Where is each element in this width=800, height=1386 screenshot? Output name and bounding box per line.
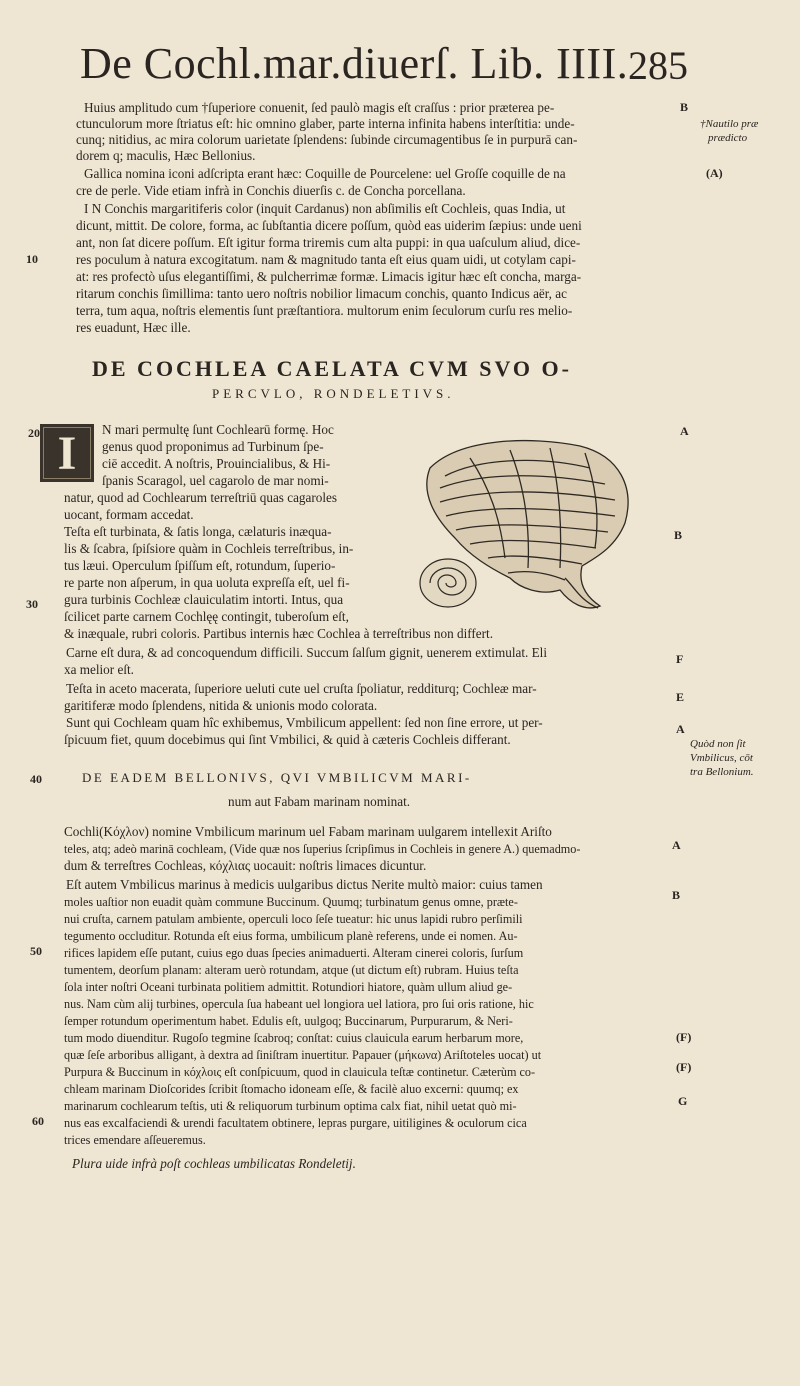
text-line: Sunt qui Cochleam quam hîc exhibemus, Vmbilicum appellent: ſed non ſine errore, ut per- <box>66 715 543 730</box>
section-heading: DE EADEM BELLONIVS, QVI VMBILICVM MARI- <box>82 770 472 785</box>
section-heading: DE COCHLEA CAELATA CVM SVO O- <box>92 356 572 381</box>
section-subheading: PERCVLO, RONDELETIVS. <box>212 386 455 401</box>
text-line: ſpicuum fiet, quum docebimus qui ſint Vmbilici, & quid à cæteris Cochleis differant. <box>64 732 511 747</box>
margin-marker: A <box>672 838 681 852</box>
section-subheading: num aut Fabam marinam nominat. <box>228 794 411 809</box>
text-line: Teſta in aceto macerata, ſuperiore ueluti cute uel cruſta ſpoliatur, redditurq; Cochleæ mar- <box>66 681 537 696</box>
text-line: at: res profectò uſus elegantiſſimi, & pulcherrimæ formæ. Limacis igitur hæc eſt concha, marga- <box>76 269 582 284</box>
margin-marker: B <box>672 888 681 902</box>
text-line: nus. Nam cùm alij turbines, opercula ſua habeant uel longiora uel latiora, pro ſui oris ratione, hic <box>64 997 534 1011</box>
text-line: natur, quod ad Cochlearum terreſtriū quas cagaroles <box>64 490 338 505</box>
margin-marker: B <box>680 100 689 114</box>
margin-marker: A <box>676 722 685 736</box>
sidenote-line: Quòd non ſit <box>690 738 746 750</box>
text-line: Teſta eſt turbinata, & ſatis longa, cælaturis inæqua- <box>64 524 332 539</box>
margin-marker: (A) <box>706 166 723 180</box>
text-line: Purpura & Buccinum in κόχλοις eſt conſpicuum, quod in clauicula teſtæ continetur. Cæterùm co- <box>64 1065 536 1079</box>
text-line: dorem q; maculis, Hæc Bellonius. <box>76 148 256 163</box>
text-line: res euadunt, Hæc ille. <box>76 320 191 335</box>
page-header <box>80 38 688 94</box>
operculum-illustration <box>420 559 476 607</box>
text-line: quæ ſeſe arboribus alligant, à dextra ad ſiniſtram inuertitur. Papauer (μήκωνα) Ariſtoteles uocat) ut <box>64 1048 542 1062</box>
page-number: 285 <box>628 43 688 88</box>
text-line: ciē accedit. A noſtris, Prouincialibus, & Hi- <box>102 456 331 471</box>
text-line: moles uaſtior non euadit quàm commune Buccinum. Quumq; turbinatum genus omne, præte- <box>64 895 518 909</box>
sidenote-line: tra Bellonium. <box>690 766 754 778</box>
text-line: nus eas excalfaciendi & urendi facultatem obtinere, lepras purgare, uitiligines & oculorum cica <box>64 1116 527 1130</box>
text-line: dicunt, mittit. De colore, forma, ac ſubſtantia dicere poſſum, quòd eas uiderim ſæpius: unde ueni <box>76 218 582 233</box>
text-line: tegumento occluditur. Rotunda eſt eius forma, umbilicum planè referens, unde ei nomen. Au- <box>64 929 518 943</box>
text-line: gura turbinis Cochleæ clauiculatim intorti. Intus, qua <box>64 592 344 607</box>
text-line: re parte non aſperum, in qua uoluta expreſſa eſt, uel fi- <box>64 575 350 590</box>
margin-marker: G <box>678 1094 688 1108</box>
text-line: cre de perle. Vide etiam infrà in Conchis diuerſis c. de Concha porcellana. <box>76 183 466 198</box>
running-title: De Cochl.mar.diuerſ. Lib. IIII. <box>80 39 629 88</box>
text-line: Eſt autem Vmbilicus marinus à medicis uulgaribus dictus Nerite multò maior: cuius tamen <box>66 877 543 892</box>
margin-marker: B <box>674 528 683 542</box>
shell-woodcut-figure <box>410 428 640 628</box>
text-line: ritarum conchis ſimillima: tanto uero noſtris nobilior limacum conchis, quanto Indicus aër, ac <box>76 286 567 301</box>
line-number: 40 <box>30 772 42 786</box>
text-line: ſpanis Scaragol, uel cagarolo de mar nomi- <box>102 473 329 488</box>
text-line: ctunculorum more ſtriatus eſt: hic omnino glaber, parte interna infinita habens interſtitia: unde- <box>76 116 575 131</box>
text-line: teles, atq; adeò marinā cochleam, (Vide quæ nos ſuperius ſcripſimus in Cochleis in genere A.) quemadmo- <box>64 842 581 856</box>
text-line: genus quod proponimus ad Turbinum ſpe- <box>102 439 324 454</box>
line-number: 30 <box>26 597 38 611</box>
margin-marker: (F) <box>676 1030 692 1044</box>
margin-marker: F <box>676 652 684 666</box>
text-line: ſola inter noſtri Oceani turbinata politiem admittit. Rotundiori hiatore, quàm ullum aliud ge- <box>64 980 513 994</box>
text-line: marinarum cochlearum teſtis, uti & reliquorum turbinum optima calx fiat, nihil uetat quò mi- <box>64 1099 517 1113</box>
sidenote-line: prædicto <box>708 132 748 144</box>
text-line: uocant, formam accedat. <box>64 507 194 522</box>
sidenote-line: †Nautilo præ <box>700 118 759 130</box>
text-line: tus læui. Operculum ſpiſſum eſt, rotundum, ſuperio- <box>64 558 336 573</box>
text-line: ſemper rotundum operimentum habet. Edulis eſt, uulgoq; Buccinarum, Purpurarum, & Neri- <box>64 1014 513 1028</box>
text-line: chleam marinam Dioſcorides ſcribit ſtomacho idoneam eſſe, & facilè aluo excerni: quumq; ex <box>64 1082 519 1096</box>
text-line: dum & terreſtres Cochleas, κόχλιας uocauit: noſtris limaces dicuntur. <box>64 858 427 873</box>
text-line: ant, non ſat dicere poſſum. Eſt igitur forma triremis cum alta puppi: in qua uaſculum aliud, dice- <box>76 235 581 250</box>
text-line: cunq; nitidius, ac mira colorum uarietate ſplendens: ſubinde circumagentibus ſe in purpurā can- <box>76 132 578 147</box>
closing-note: Plura uide infrà poſt cochleas umbilicatas Rondeletij. <box>72 1156 356 1171</box>
text-line: I N Conchis margaritiferis color (inquit Cardanus) non abſimilis eſt Cochleis, quas India, ut <box>84 201 566 216</box>
text-line: Carne eſt dura, & ad concoquendum difficili. Succum ſalſum gignit, uenerem extimulat. Eli <box>66 645 547 660</box>
text-line: tum modo diuenditur. Rugoſo tegmine ſcabroq; conſtat: cuius clauicula earum herbarum more, <box>64 1031 524 1045</box>
text-line: trices emendare aſſeueremus. <box>64 1133 206 1147</box>
text-line: tumentem, deorſum planam: alteram uerò rotundam, atque (ut dictum eſt) rubram. Huius teſta <box>64 963 519 977</box>
margin-marker: A <box>680 424 689 438</box>
text-line: res poculum à natura excogitatum. nam & magnitudo tanta eſt eius quam uidi, ut cotylam capi- <box>76 252 576 267</box>
text-line: & inæquale, rubri coloris. Partibus internis hæc Cochlea à terreſtribus non differt. <box>64 626 493 641</box>
text-line: garitiferæ modo ſplendens, nitida & unionis modo colorata. <box>64 698 378 713</box>
sidenote-line: Vmbilicus, cōt <box>690 752 753 764</box>
margin-marker: (F) <box>676 1060 692 1074</box>
line-number: 50 <box>30 944 42 958</box>
text-line: N mari permultę ſunt Cochlearū formę. Hoc <box>102 422 334 437</box>
text-line: Huius amplitudo cum †ſuperiore conuenit, ſed paulò magis eſt craſſus : prior præterea pe- <box>84 100 555 115</box>
text-line: Cochli(Κόχλον) nomine Vmbilicum marinum uel Fabam marinam uulgarem intellexit Ariſto <box>64 824 552 839</box>
text-line: lis & ſcabra, ſpiſsiore quàm in Cochleis terreſtribus, in- <box>64 541 354 556</box>
decorated-initial: I <box>40 424 94 482</box>
text-line: ſcilicet parte carnem Cochlęę contingit, tuberoſum eſt, <box>64 609 349 624</box>
margin-marker: E <box>676 690 685 704</box>
text-line: rifices lapidem eſſe putant, cuius ego duas ſpecies animaduerti. Alteram cinerei coloris, ſurſum <box>64 946 524 960</box>
text-line: terra, tum aqua, noſtris elementis ſunt præſtantiora. multorum enim ſeculorum curſu res melio- <box>76 303 573 318</box>
text-line: nui cruſta, carnem patulam ambiente, operculi loco ſeſe tueatur: hic unus lapidi rubro perſimili <box>64 912 523 926</box>
line-number: 60 <box>32 1114 44 1128</box>
text-line: xa melior eſt. <box>64 662 134 677</box>
line-number: 20 <box>28 426 40 440</box>
line-number: 10 <box>26 252 38 266</box>
text-line: Gallica nomina iconi adſcripta erant hæc: Coquille de Pourcelene: uel Groſſe coquille de na <box>84 166 566 181</box>
